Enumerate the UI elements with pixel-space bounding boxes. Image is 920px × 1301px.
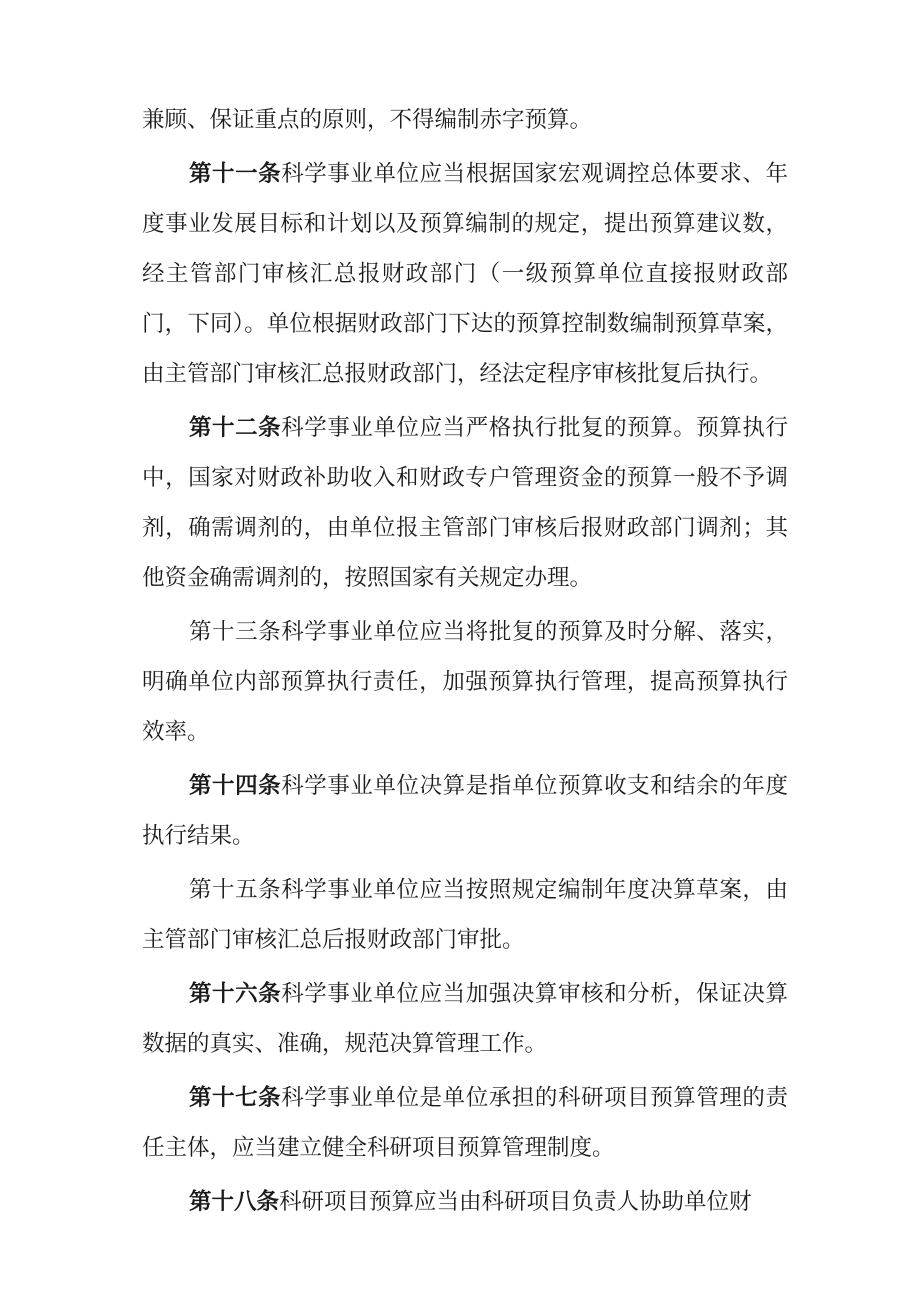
article-lead: 第十七条 (189, 1085, 282, 1111)
paragraph-text: 科学事业单位应当加强决算审核和分析，保证决算数据的真实、准确，规范决算管理工作。 (142, 981, 788, 1057)
paragraph-text: 第十五条科学事业单位应当按照规定编制年度决算草案，由主管部门审核汇总后报财政部门审批。 (142, 877, 788, 953)
paragraph-text: 科学事业单位应当严格执行批复的预算。预算执行中，国家对财政补助收入和财政专户管理资金的预算一般不予调剂，确需调剂的，由单位报主管部门审核后报财政部门调剂；其他资金确需调剂的，按照国家有关规定办理。 (142, 415, 788, 591)
article-lead: 第十六条 (189, 981, 282, 1007)
paragraph-text: 科学事业单位是单位承担的科研项目预算管理的责任主体，应当建立健全科研项目预算管理制度。 (142, 1085, 788, 1161)
paragraph-4 (142, 761, 788, 861)
article-lead: 第十八条 (189, 1189, 280, 1215)
paragraph-8 (142, 1177, 788, 1227)
paragraph-1 (142, 149, 788, 399)
paragraph-0 (142, 95, 788, 145)
article-lead: 第十一条 (189, 161, 282, 187)
paragraph-text: 科学事业单位应当根据国家宏观调控总体要求、年度事业发展目标和计划以及预算编制的规定，提出预算建议数，经主管部门审核汇总报财政部门（一级预算单位直接报财政部门，下同）。单位根据财政部门下达的预算控制数编制预算草案，由主管部门审核汇总报财政部门，经法定程序审核批复后执行。 (142, 161, 788, 387)
paragraph-text: 科学事业单位决算是指单位预算收支和结余的年度执行结果。 (142, 773, 788, 849)
article-lead: 第十四条 (189, 773, 282, 799)
paragraph-text: 科研项目预算应当由科研项目负责人协助单位财 (279, 1189, 752, 1215)
paragraph-6 (142, 969, 788, 1069)
paragraph-3 (142, 607, 788, 757)
paragraph-text: 第十三条科学事业单位应当将批复的预算及时分解、落实，明确单位内部预算执行责任，加强预算执行管理，提高预算执行效率。 (142, 619, 788, 745)
paragraph-7 (142, 1073, 788, 1173)
article-lead: 第十二条 (189, 415, 282, 441)
paragraph-5 (142, 865, 788, 965)
paragraph-2 (142, 403, 788, 603)
paragraph-text: 兼顾、保证重点的原则，不得编制赤字预算。 (142, 107, 593, 133)
